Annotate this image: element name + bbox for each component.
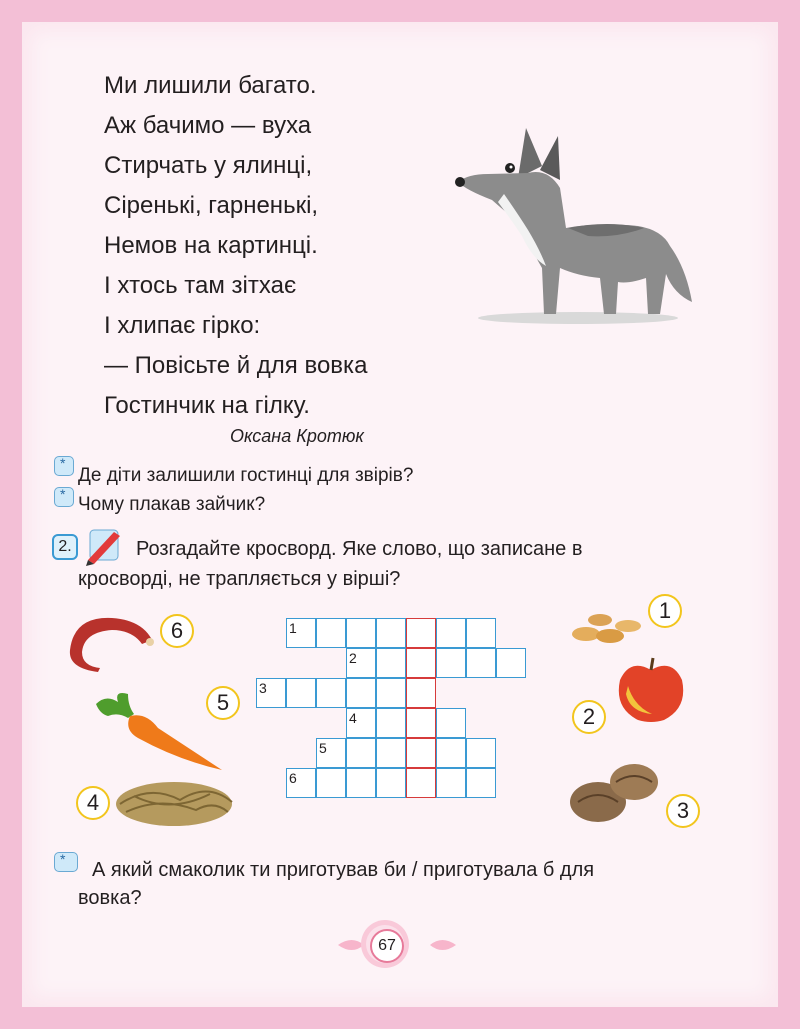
crossword-cell[interactable] — [346, 738, 376, 768]
poem-line: — Повісьте й для вовка — [104, 352, 368, 379]
crossword-key-cell[interactable] — [406, 648, 436, 678]
page-number-ornament — [322, 917, 472, 973]
task-number: 2. — [58, 538, 72, 555]
crossword-cell[interactable] — [496, 648, 526, 678]
crossword-key-cell[interactable] — [406, 738, 436, 768]
picture-number: 3 — [676, 798, 690, 823]
crossword-cell[interactable] — [376, 678, 406, 708]
double-star-question-icon — [54, 852, 78, 872]
crossword-cell[interactable] — [466, 648, 496, 678]
clue-number: 3 — [259, 680, 267, 696]
picture-number-badge — [76, 786, 110, 820]
task-text-line2: кросворді, не трапляється у вірші? — [78, 568, 401, 590]
crossword-cell[interactable] — [286, 678, 316, 708]
hay-picture — [110, 774, 238, 828]
crossword-cell[interactable] — [376, 618, 406, 648]
crossword-cell[interactable] — [436, 648, 466, 678]
crossword-cell[interactable] — [376, 738, 406, 768]
poem-line: Стирчать у ялинці, — [104, 152, 313, 179]
crossword-key-cell[interactable] — [406, 708, 436, 738]
bonus-question-line2: вовка? — [78, 887, 142, 909]
pencil-icon — [84, 526, 128, 566]
page-number: 67 — [370, 929, 404, 963]
clue-number: 2 — [349, 650, 357, 666]
wolf-illustration — [448, 118, 698, 330]
picture-number: 4 — [86, 790, 100, 815]
picture-number-badge — [160, 614, 194, 648]
crossword-cell[interactable] — [376, 708, 406, 738]
crossword-cell[interactable] — [316, 678, 346, 708]
crossword-cell[interactable] — [376, 648, 406, 678]
crossword-cell[interactable] — [316, 768, 346, 798]
walnuts-picture — [566, 758, 666, 828]
question-1: Де діти залишили гостинці для звірів? — [78, 465, 414, 486]
sausage-picture — [60, 610, 160, 672]
picture-number: 2 — [582, 704, 596, 729]
crossword-cell[interactable] — [346, 768, 376, 798]
poem-line: Гостинчик на гілку. — [104, 392, 310, 419]
seeds-picture — [568, 608, 652, 648]
crossword-cell[interactable] — [346, 618, 376, 648]
crossword-cell[interactable] — [436, 768, 466, 798]
crossword-cell[interactable] — [376, 768, 406, 798]
picture-number-badge — [648, 594, 682, 628]
crossword-key-cell[interactable] — [406, 768, 436, 798]
poem-line: Сіренькі, гарненькі, — [104, 192, 319, 219]
crossword-cell[interactable] — [436, 618, 466, 648]
clue-number: 5 — [319, 740, 327, 756]
crossword-cell[interactable] — [436, 708, 466, 738]
picture-number-badge — [572, 700, 606, 734]
crossword-cell[interactable] — [316, 618, 346, 648]
picture-number: 6 — [170, 618, 184, 643]
crossword-key-cell[interactable] — [406, 618, 436, 648]
task-text-line1: Розгадайте кросворд. Яке слово, що записане в — [136, 538, 583, 560]
picture-number-badge — [666, 794, 700, 828]
clue-number: 6 — [289, 770, 297, 786]
poem-line: Аж бачимо — вуха — [104, 112, 312, 139]
bonus-question-line1: А який смаколик ти приготував би / приготувала б для — [92, 859, 595, 881]
poem-line: І хтось там зітхає — [104, 272, 297, 299]
star-question-icon — [54, 487, 74, 507]
poem-line: Ми лишили багато. — [104, 72, 317, 99]
clue-number: 1 — [289, 620, 297, 636]
crossword-key-cell[interactable] — [406, 678, 436, 708]
apple-picture — [614, 656, 688, 724]
poem-author: Оксана Кротюк — [230, 426, 364, 446]
question-2: Чому плакав зайчик? — [78, 494, 266, 515]
task-number-badge — [52, 534, 78, 560]
crossword-cell[interactable] — [466, 738, 496, 768]
poem-line: Немов на картинці. — [104, 232, 318, 259]
crossword-cell[interactable] — [346, 678, 376, 708]
picture-number-badge — [206, 686, 240, 720]
crossword-cell[interactable] — [436, 738, 466, 768]
star-question-icon — [54, 456, 74, 476]
crossword-cell[interactable] — [466, 618, 496, 648]
crossword-cell[interactable] — [466, 768, 496, 798]
picture-number: 1 — [658, 598, 672, 623]
poem-line: І хлипає гірко: — [104, 312, 261, 339]
picture-number: 5 — [216, 690, 230, 715]
clue-number: 4 — [349, 710, 357, 726]
